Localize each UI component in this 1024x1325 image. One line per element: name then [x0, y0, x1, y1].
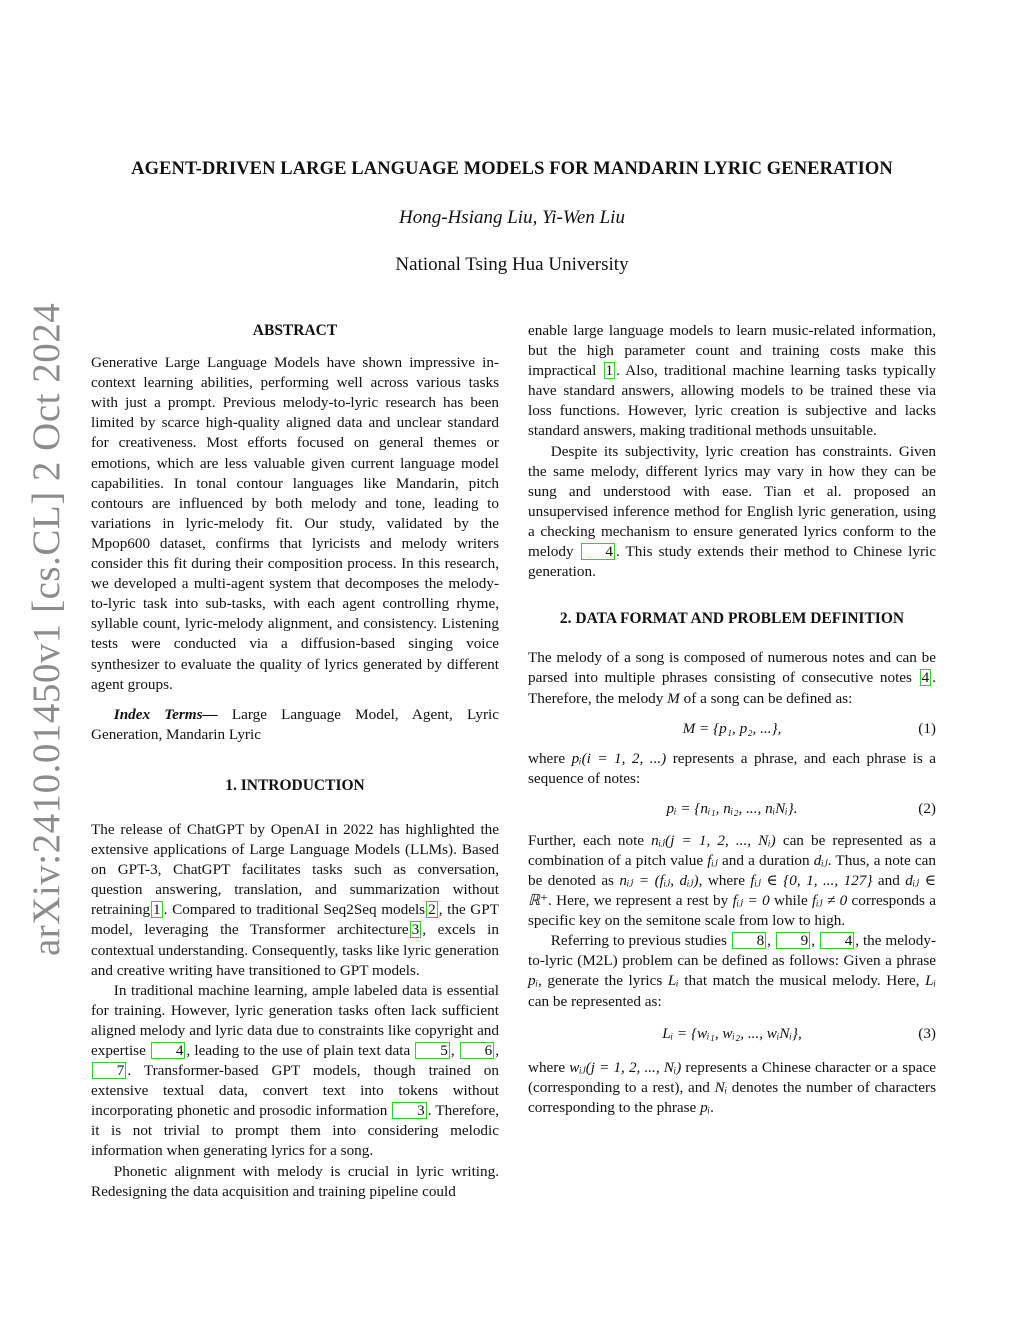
index-terms-label: Index Terms—: [113, 705, 218, 723]
section-2-heading: 2. DATA FORMAT AND PROBLEM DEFINITION: [559, 610, 905, 628]
citation-link[interactable]: 1: [605, 362, 614, 380]
left-column: [91, 321, 499, 1202]
intro-continued-paragraph-1: enable large language models to learn music-related information, but the high parameter count and training costs make this impractical 1 . Also, traditional machine learning tasks typically have standard answers, allowing models to be trained these via loss functions. However, lyric creation is subjective and lacks standard answers, making traditional methods unsuitable.: [528, 322, 936, 440]
paper-authors: Hong-Hsiang Liu, Yi-Wen Liu: [399, 207, 625, 228]
citation-link[interactable]: 8: [732, 932, 766, 949]
paper-affiliation: National Tsing Hua University: [395, 254, 629, 275]
citation-link[interactable]: 3: [392, 1102, 426, 1119]
equation-3-number: (3): [918, 1024, 936, 1042]
citation-link[interactable]: 4: [151, 1042, 185, 1059]
abstract-text: Generative Large Language Models have shown impressive in-context learning abilities, performing well across various tasks with just a prompt. Previous melody-to-lyric research has been limited by scarce high-quality aligned data and unclear standard for creativeness. Most efforts focused on general themes or emotions, which are less valuable given current language model capabilities. In tonal contour languages like Mandarin, pitch contours are influenced by both melody and tone, leading to variations in lyric-melody fit. Our study, validated by the Mpop600 dataset, confirms that lyricists and melody writers consider this fit during their composition process. In this research, we developed a multi-agent system that decomposes the melody-to-lyric task into sub-tasks, with each agent controlling rhyme, syllable count, lyric-melody alignment, and consistency. Listening tests were conducted via a diffusion-based singing voice synthesizer to evaluate the quality of lyrics generated by different agent groups.: [91, 354, 499, 693]
equation-1-body: M = {p₁, p₂, ...},: [682, 719, 782, 737]
arxiv-identifier-stamp[interactable]: arXiv:2410.01450v1 [cs.CL] 2 Oct 2024: [25, 302, 68, 956]
equation-2-number: (2): [918, 799, 936, 817]
equation-3: [528, 1024, 936, 1046]
citation-link[interactable]: 2: [428, 901, 436, 919]
index-terms-text: Large Language Model, Agent, Lyric Generation, Mandarin Lyric: [91, 705, 500, 743]
equation-1-number: (1): [918, 719, 936, 737]
equation-2-body: pᵢ = {nᵢ₁, nᵢ₂, ..., nᵢNᵢ}.: [666, 799, 798, 817]
citation-link[interactable]: 7: [92, 1062, 126, 1079]
citation-link[interactable]: 4: [820, 932, 854, 949]
citation-link[interactable]: 9: [776, 932, 810, 949]
abstract-heading: ABSTRACT: [252, 322, 338, 339]
citation-link[interactable]: 6: [460, 1042, 494, 1059]
citation-link[interactable]: 5: [415, 1042, 449, 1059]
equation-1: [528, 719, 936, 741]
citation-link[interactable]: 4: [921, 669, 930, 687]
introduction-heading: 1. INTRODUCTION: [225, 776, 365, 794]
index-terms: [91, 705, 499, 745]
intro-paragraph-2: In traditional machine learning, ample labeled data is essential for training. However, lyric generation tasks often lack sufficient aligned melody and lyric data due to constraints like copyright and expertise 4 , leading to the use of plain text data 5 , 6 , 7 . Transformer-based GPT models, though trained on extensive textual data, convert text into tokens without incorporating phonetic and prosodic information 3 . Therefore, it is not trivial to prompt them into considering melodic information when generating lyrics for a song.: [91, 981, 500, 1160]
section-2-paragraph-1: The melody of a song is composed of numerous notes and can be parsed into multiple phrases consisting of consecutive notes 4 . Therefore, the melody M of a song can be defined as:: [528, 649, 936, 707]
right-column: [528, 321, 936, 1118]
intro-continued-paragraph-2: Despite its subjectivity, lyric creation has constraints. Given the same melody, different lyrics may vary in how they can be sung and understood with ease. Tian et al. proposed an unsupervised inference method for English lyric generation, using a checking mechanism to ensure generated lyrics conform to the melody 4 . This study extends their method to Chinese lyric generation.: [528, 442, 936, 581]
citation-link[interactable]: 4: [581, 543, 615, 560]
section-2-paragraph-4: Referring to previous studies 8 , 9 , 4 , the melody-to-lyric (M2L) problem can be defined as follows: Given a phrase pᵢ, generate the lyrics Lᵢ that match the musical melody. Here, Lᵢ can be represented as:: [528, 932, 937, 1010]
citation-link[interactable]: 1: [153, 901, 161, 919]
equation-2: [528, 799, 936, 821]
section-2-paragraph-3: Further, each note nᵢⱼ(j = 1, 2, ..., Nᵢ) can be represented as a combination of a pitch value fᵢⱼ and a duration dᵢⱼ. Thus, a note can be denoted as nᵢⱼ = (fᵢⱼ, dᵢⱼ), where fᵢⱼ ∈ {0, 1, ..., 127} and dᵢⱼ ∈ ℝ⁺. Here, we represent a rest by fᵢⱼ = 0 while fᵢⱼ ≠ 0 corresponds a specific key on the semitone scale from low to high.: [528, 831, 937, 930]
equation-3-body: Lᵢ = {wᵢ₁, wᵢ₂, ..., wᵢNᵢ},: [662, 1024, 802, 1042]
intro-paragraph-3: Phonetic alignment with melody is crucial in lyric writing. Redesigning the data acquisition and training pipeline could: [91, 1162, 499, 1200]
section-2-paragraph-2: where pᵢ(i = 1, 2, ...) represents a phrase, and each phrase is a sequence of notes:: [528, 749, 936, 787]
intro-paragraph-1: The release of ChatGPT by OpenAI in 2022 has highlighted the extensive applications of Large Language Models (LLMs). Based on GPT-3, ChatGPT facilitates tasks such as conversation, question answering, translation, and summarization without retraining 1 . Compared to traditional Seq2Seq models 2 , the GPT model, leveraging the Transformer architecture 3 , excels in contextual understanding. Consequently, tasks like lyric generation and creative writing have transitioned to GPT models.: [91, 820, 500, 979]
section-2-paragraph-5: where wᵢⱼ(j = 1, 2, ..., Nᵢ) represents a Chinese character or a space (corresponding to a rest), and Nᵢ denotes the number of characters corresponding to the phrase pᵢ.: [528, 1058, 936, 1116]
paper-title: AGENT-DRIVEN LARGE LANGUAGE MODELS FOR MANDARIN LYRIC GENERATION: [131, 159, 893, 179]
citation-link[interactable]: 3: [411, 921, 420, 939]
